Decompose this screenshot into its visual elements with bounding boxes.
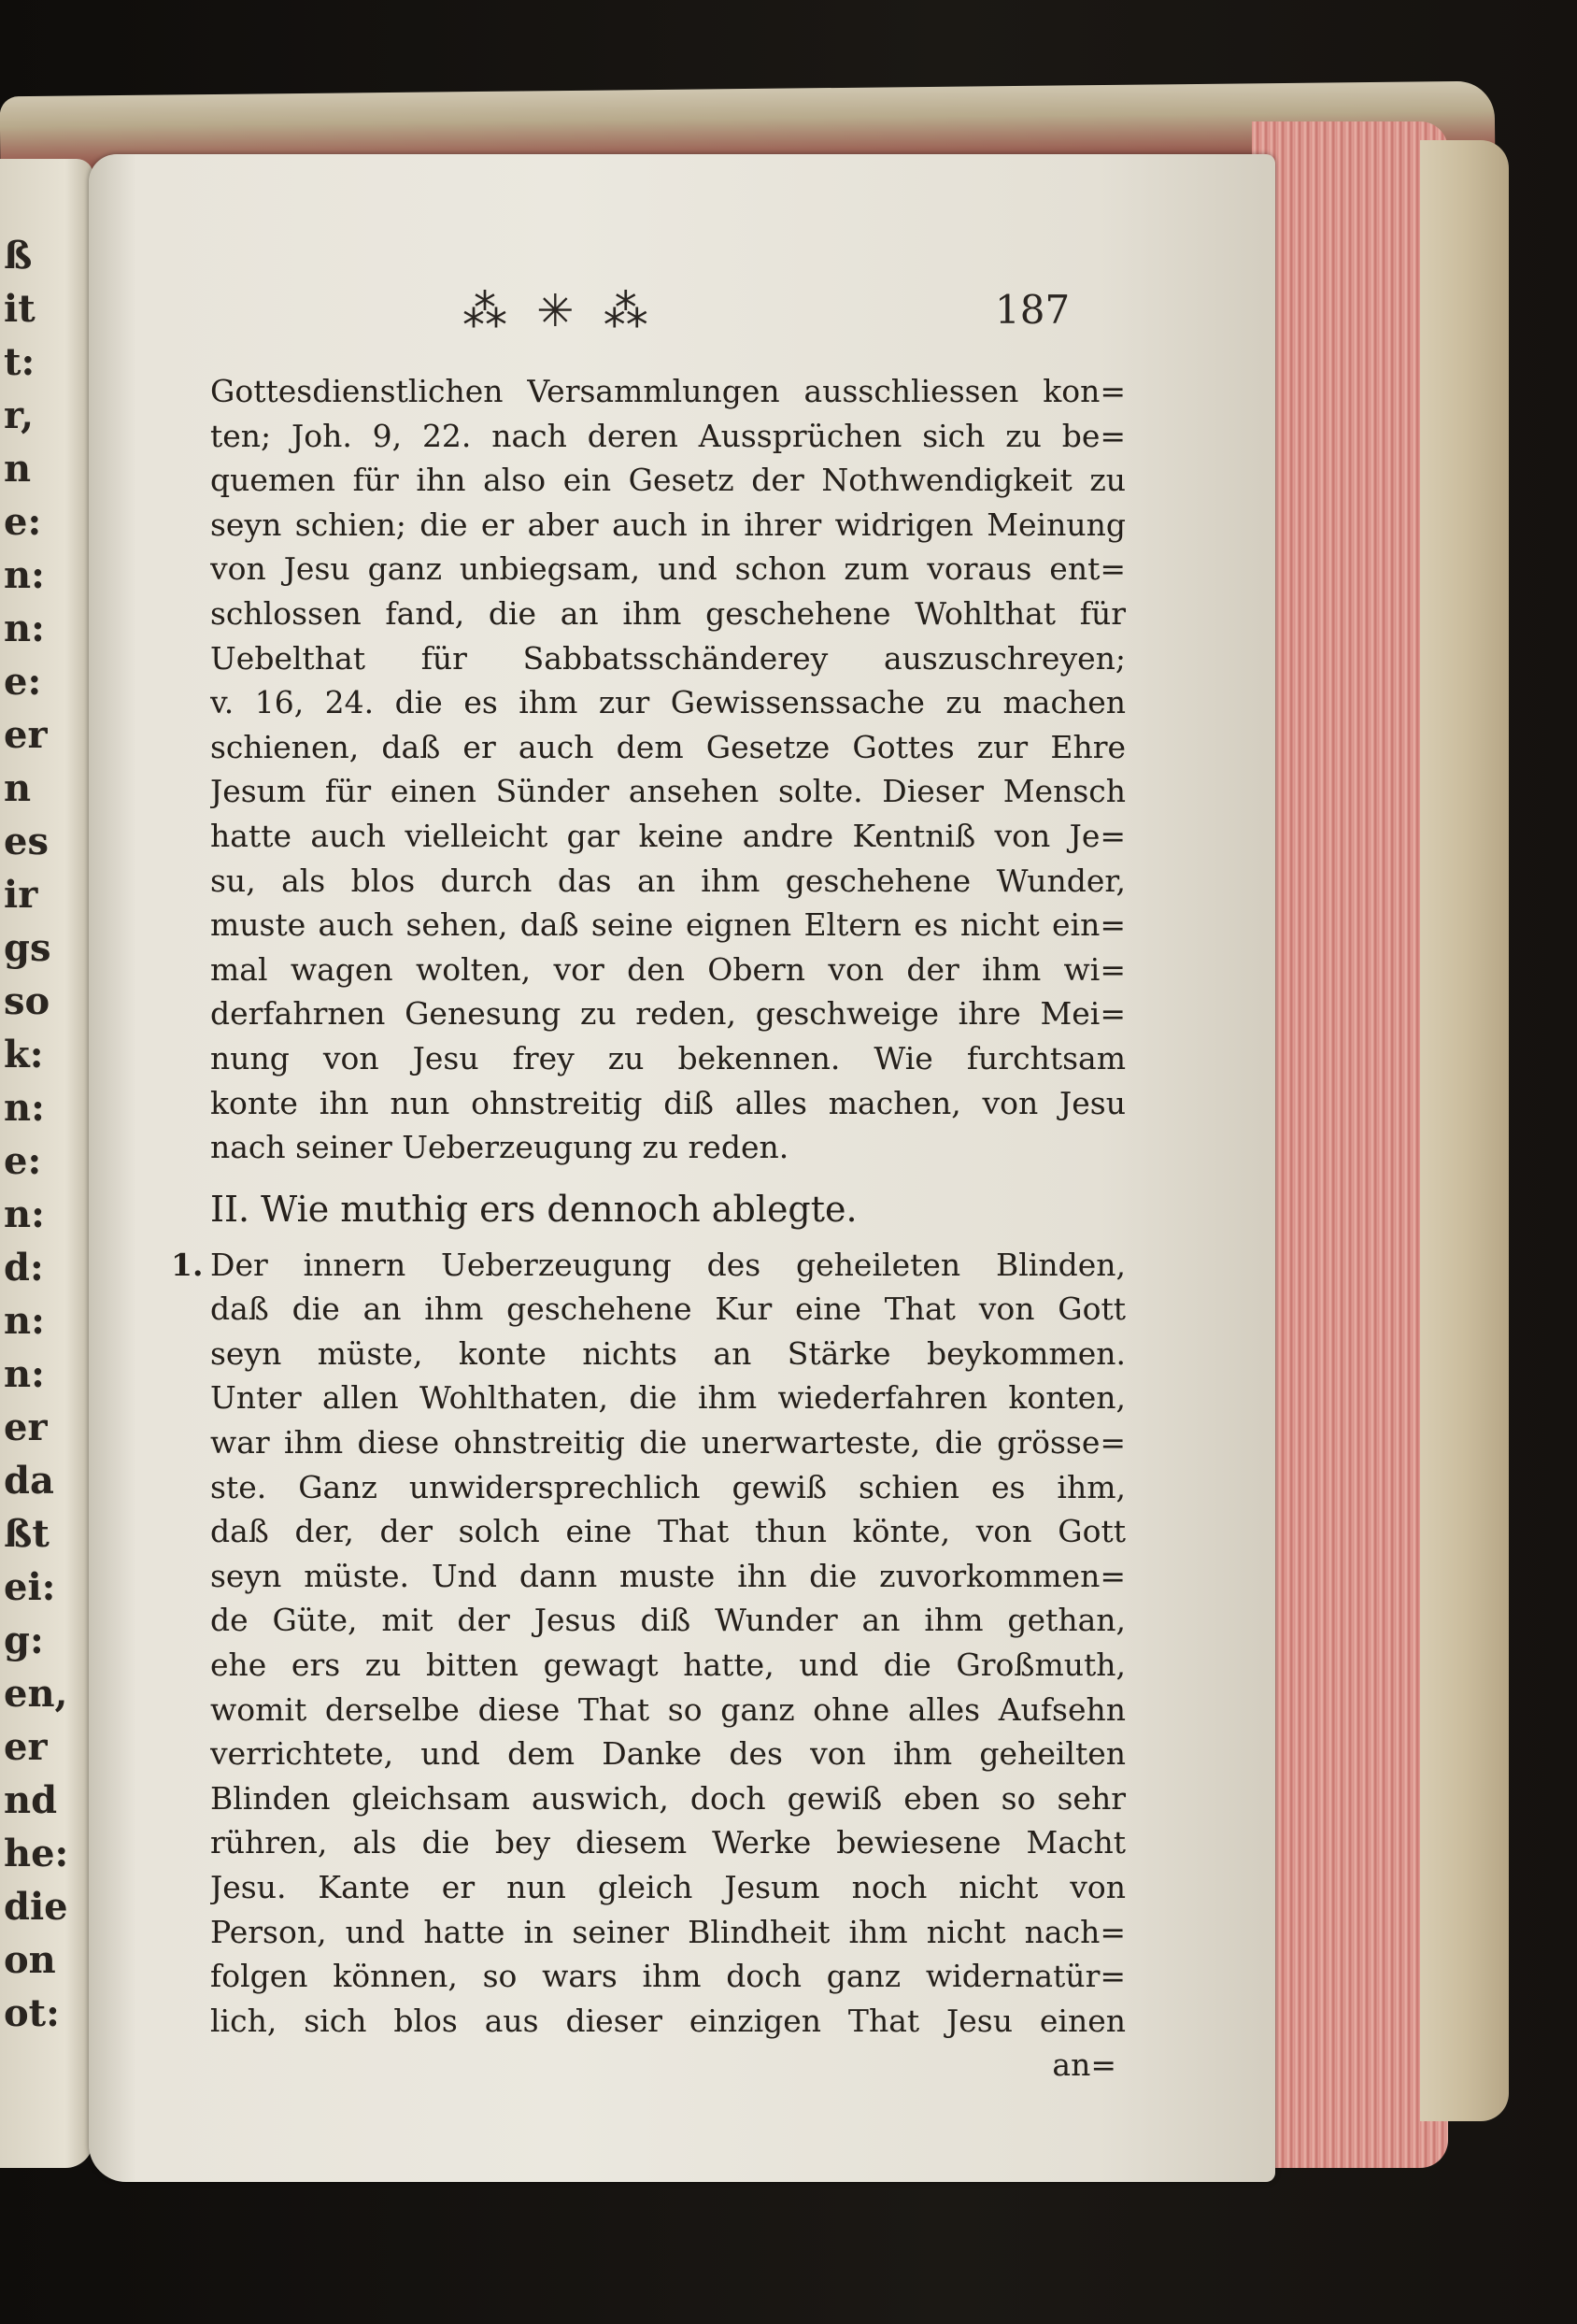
text-line: Uebelthat für Sabbatsschänderey auszuschreyen; <box>210 639 1126 677</box>
text-line: nung von Jesu frey zu bekennen. Wie furchtsam <box>210 1039 1126 1076</box>
left-page-fragment: k: <box>4 1033 44 1076</box>
text-line: Der innern Ueberzeugung des geheileten Blinden, <box>210 1246 1126 1283</box>
section-heading: II. Wie muthig ers dennoch ablegte. <box>210 1188 858 1230</box>
text-line: muste auch sehen, daß seine eignen Eltern es nicht ein= <box>210 906 1126 944</box>
left-page-fragment: n: <box>4 1352 45 1396</box>
left-page-fragment: n: <box>4 606 45 650</box>
header-ornament: ⁂ ✳ ⁂ <box>462 285 656 337</box>
text-line: nach seiner Ueberzeugung zu reden. <box>210 1129 789 1166</box>
text-line: Jesu. Kante er nun gleich Jesum noch nicht von <box>210 1869 1126 1905</box>
text-line: lich, sich blos aus dieser einzigen That Jesu einen <box>210 2002 1126 2039</box>
text-line: v. 16, 24. die es ihm zur Gewissenssache zu machen <box>210 684 1126 721</box>
left-page-fragment: er <box>4 713 48 757</box>
left-page-fragment: d: <box>4 1246 44 1290</box>
left-page-fragment: ot: <box>4 1991 60 2035</box>
text-line: hatte auch vielleicht gar keine andre Kentniß von Je= <box>210 817 1126 854</box>
text-line: ehe ers zu bitten gewagt hatte, und die Großmuth, <box>210 1647 1126 1684</box>
text-line: seyn schien; die er aber auch in ihrer widrigen Meinung <box>210 506 1126 543</box>
left-page-fragment: en, <box>4 1672 68 1716</box>
left-page-fragment: ßt <box>4 1512 50 1556</box>
page-header <box>89 285 1275 341</box>
text-line: von Jesu ganz unbiegsam, und schon zum voraus ent= <box>210 550 1126 588</box>
text-line: quemen für ihn also ein Gesetz der Nothwendigkeit zu <box>210 462 1126 499</box>
text-line: seyn müste, konte nichts an Stärke beykommen. <box>210 1334 1126 1372</box>
left-page-fragment: gs <box>4 926 51 970</box>
text-line: daß der, der solch eine That thun könte, von Gott <box>210 1513 1126 1550</box>
left-page-fragment: he: <box>4 1832 69 1875</box>
text-line: ste. Ganz unwidersprechlich gewiß schien es ihm, <box>210 1468 1126 1505</box>
left-page-fragment: it <box>4 287 36 331</box>
text-line: folgen können, so wars ihm doch ganz widernatür= <box>210 1958 1126 1995</box>
text-line: Jesum für einen Sünder ansehen solte. Dieser Mensch <box>210 773 1126 810</box>
left-page-fragment: da <box>4 1459 54 1503</box>
text-line: rühren, als die bey diesem Werke bewiesene Macht <box>210 1824 1126 1861</box>
text-line: de Güte, mit der Jesus diß Wunder an ihm gethan, <box>210 1602 1126 1639</box>
left-page-fragment: n: <box>4 1299 45 1343</box>
left-page-fragment: es <box>4 820 49 863</box>
left-page-fragment: r, <box>4 393 35 437</box>
left-page-fragment: er <box>4 1725 48 1769</box>
text-line: Unter allen Wohlthaten, die ihm wiederfahren konten, <box>210 1379 1126 1417</box>
catchword: an= <box>1052 2046 1116 2084</box>
text-line: womit derselbe diese That so ganz ohne alles Aufsehn <box>210 1690 1126 1728</box>
page-fore-edge <box>1252 121 1448 2168</box>
text-line: derfahrnen Genesung zu reden, geschweige ihre Mei= <box>210 995 1126 1033</box>
left-page-fragment: n: <box>4 1192 45 1236</box>
text-line: Blinden gleichsam auswich, doch gewiß eben so sehr <box>210 1779 1126 1817</box>
left-page-fragment: ir <box>4 873 38 917</box>
text-line: daß die an ihm geschehene Kur eine That von Gott <box>210 1290 1126 1328</box>
text-line: seyn müste. Und dann muste ihn die zuvorkommen= <box>210 1557 1126 1594</box>
left-page-fragment: g: <box>4 1618 44 1662</box>
left-page-fragment: on <box>4 1938 56 1982</box>
book-cover-board <box>1420 140 1509 2121</box>
left-facing-page <box>0 159 93 2168</box>
left-page-fragment: e: <box>4 500 42 544</box>
page-number: 187 <box>995 287 1071 333</box>
left-page-fragment: so <box>4 979 50 1023</box>
left-page-fragment: e: <box>4 660 42 704</box>
text-line: su, als blos durch das an ihm geschehene Wunder, <box>210 862 1126 899</box>
text-line: verrichtete, und dem Danke des von ihm geheilten <box>210 1735 1126 1773</box>
text-line: Gottesdienstlichen Versammlungen ausschliessen kon= <box>210 373 1126 409</box>
left-page-fragment: die <box>4 1885 68 1929</box>
left-page-fragment: n: <box>4 1086 45 1130</box>
left-page-fragment: er <box>4 1405 48 1449</box>
left-page-fragment: n <box>4 447 32 491</box>
left-page-fragment: t: <box>4 340 36 384</box>
book-page <box>89 154 1275 2182</box>
enumeration-marker: 1. <box>171 1246 204 1283</box>
text-line: war ihm diese ohnstreitig die unerwarteste, die grösse= <box>210 1424 1126 1461</box>
left-page-fragment: n <box>4 766 32 810</box>
page-body <box>171 369 1126 2088</box>
text-line: mal wagen wolten, vor den Obern von der ihm wi= <box>210 950 1126 988</box>
left-page-fragment: ei: <box>4 1565 56 1609</box>
left-page-fragment: ß <box>4 234 33 278</box>
text-line: schienen, daß er auch dem Gesetze Gottes zur Ehre <box>210 728 1126 765</box>
left-page-fragment: n: <box>4 553 45 597</box>
text-line: ten; Joh. 9, 22. nach deren Aussprüchen sich zu be= <box>210 417 1126 454</box>
text-line: konte ihn nun ohnstreitig diß alles machen, von Jesu <box>210 1084 1126 1121</box>
text-line: Person, und hatte in seiner Blindheit ihm nicht nach= <box>210 1913 1126 1950</box>
paragraph-1 <box>210 369 1126 1170</box>
text-line: schlossen fand, die an ihm geschehene Wohlthat für <box>210 594 1126 632</box>
left-page-fragment: nd <box>4 1778 58 1822</box>
left-page-fragment: e: <box>4 1139 42 1183</box>
paragraph-2 <box>171 1243 1126 2044</box>
